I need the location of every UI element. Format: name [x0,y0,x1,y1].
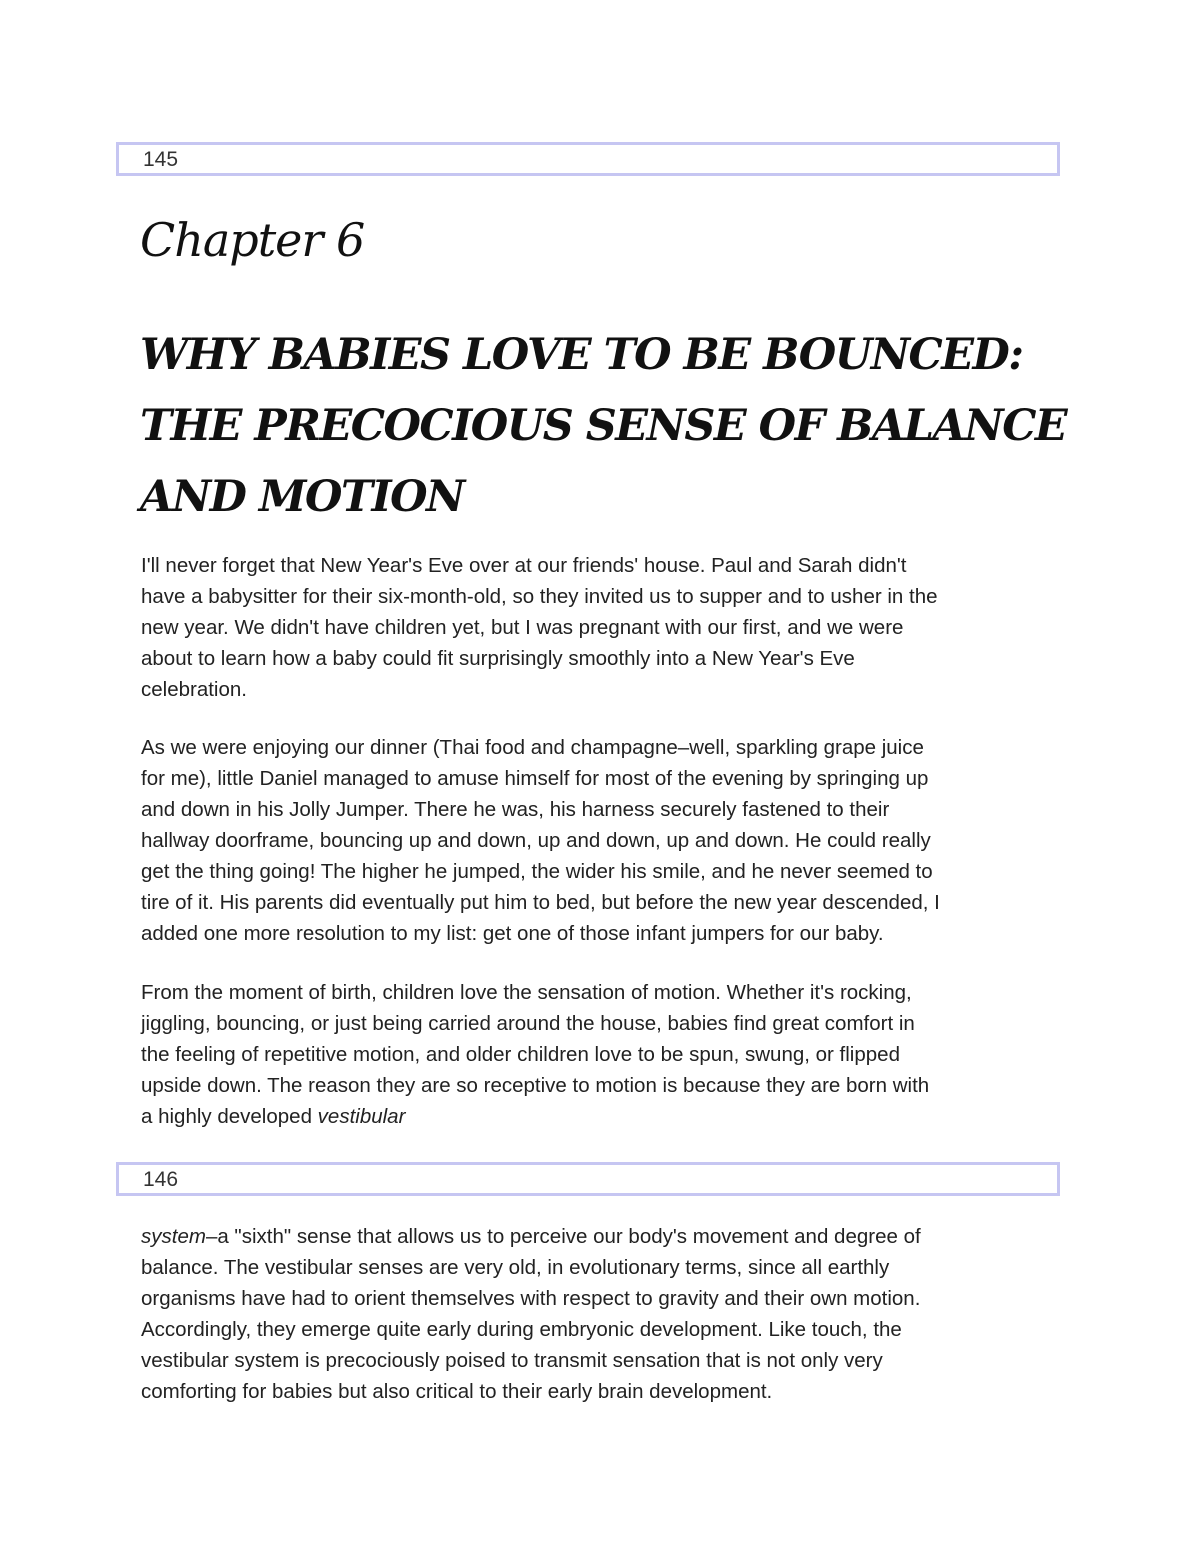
text-line [141,1101,1071,1132]
text-line: new year. We didn't have children yet, but I was pregnant with our first, and we were [141,616,904,639]
text-line: balance. The vestibular senses are very old, in evolutionary terms, since all earthly [141,1256,890,1279]
text-line: have a babysitter for their six-month-old, so they invited us to supper and to usher in the [141,585,938,608]
text-line: upside down. The reason they are so receptive to motion is because they are born with [141,1074,930,1097]
page-number-marker [116,1162,1060,1196]
text-line: I'll never forget that New Year's Eve over at our friends' house. Paul and Sarah didn't [141,554,907,577]
chapter-label: Chapter 6 [140,213,365,267]
text-line: for me), little Daniel managed to amuse himself for most of the evening by springing up [141,767,929,790]
text-run: –a "sixth" sense that allows us to perceive our body's movement and degree of [205,1225,921,1248]
text-line: celebration. [141,678,247,701]
text-line: organisms have had to orient themselves with respect to gravity and their own motion. [141,1287,921,1310]
text-line [141,1221,1071,1252]
italic-term: system [141,1225,206,1248]
italic-term: vestibular [317,1105,406,1128]
chapter-title-line: AND MOTION [140,472,464,522]
page-number: 145 [143,148,179,171]
text-line: From the moment of birth, children love the sensation of motion. Whether it's rocking, [141,981,912,1004]
chapter-title [140,320,1080,533]
text-line: As we were enjoying our dinner (Thai food and champagne–well, sparkling grape juice [141,736,924,759]
text-line: Accordingly, they emerge quite early during embryonic development. Like touch, the [141,1318,902,1341]
text-line: hallway doorframe, bouncing up and down, up and down, up and down. He could really [141,829,931,852]
text-line: comforting for babies but also critical to their early brain development. [141,1380,773,1403]
page-number-marker [116,142,1060,176]
text-run: a highly developed [141,1105,318,1128]
body-paragraph [141,977,1071,1132]
text-line: tire of it. His parents did eventually put him to bed, but before the new year descended, I [141,891,940,914]
body-paragraph [141,732,1071,949]
text-line: about to learn how a baby could fit surprisingly smoothly into a New Year's Eve [141,647,855,670]
chapter-title-line: WHY BABIES LOVE TO BE BOUNCED: [140,330,1023,380]
text-line: and down in his Jolly Jumper. There he was, his harness securely fastened to their [141,798,890,821]
text-line: get the thing going! The higher he jumped, the wider his smile, and he never seemed to [141,860,933,883]
body-paragraph [141,550,1071,705]
text-line: added one more resolution to my list: get one of those infant jumpers for our baby. [141,922,884,945]
text-line: jiggling, bouncing, or just being carried around the house, babies find great comfort in [141,1012,915,1035]
page-number: 146 [143,1168,179,1191]
text-line: the feeling of repetitive motion, and older children love to be spun, swung, or flipped [141,1043,900,1066]
body-paragraph [141,1221,1071,1407]
text-line: vestibular system is precociously poised to transmit sensation that is not only very [141,1349,883,1372]
chapter-title-line: THE PRECOCIOUS SENSE OF BALANCE [140,401,1067,451]
